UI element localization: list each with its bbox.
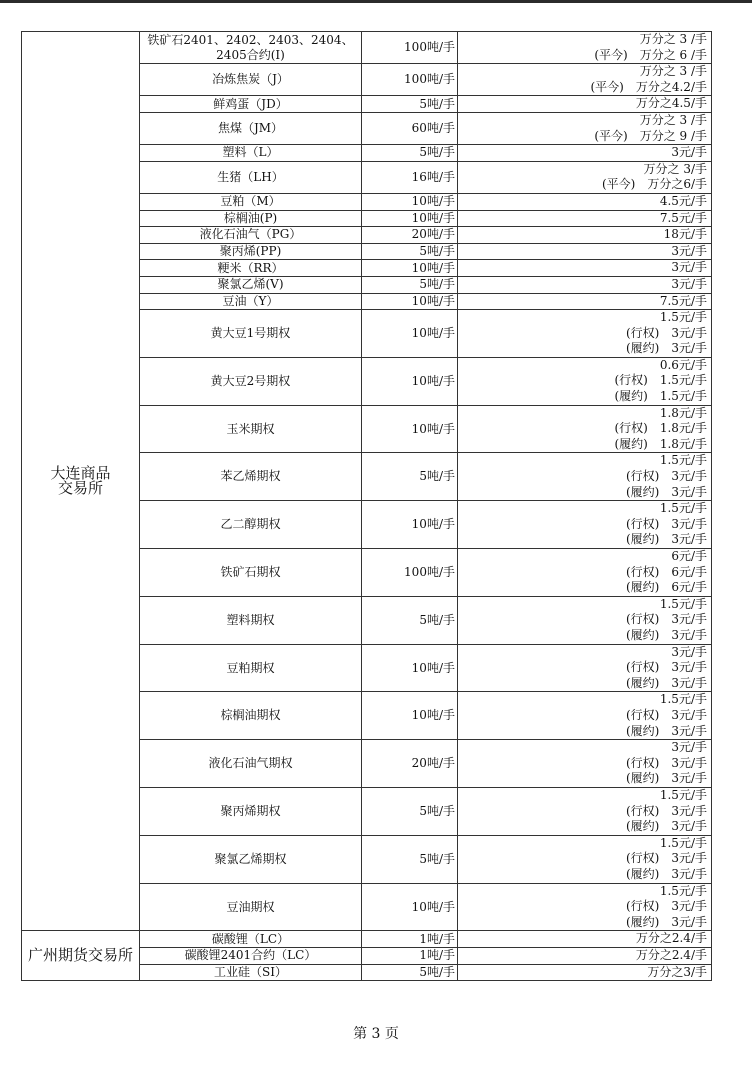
fee-qualifier [460,931,636,947]
fee-qualifier [460,501,660,517]
product-name-cell: 塑料期权 [140,596,362,644]
fee-line [460,612,709,628]
product-name-cell: 聚氯乙烯(V) [140,276,362,293]
fee-qualifier: (行权) [625,469,660,484]
top-border [0,0,752,3]
product-name-cell: 豆粕（M） [140,193,362,210]
trading-unit-cell: 100吨/手 [362,64,458,96]
fee-line [460,310,709,326]
fee-line [460,660,709,676]
fee-value: 1.5元/手 [659,883,707,898]
fee-line [460,177,709,193]
trading-unit-cell: 10吨/手 [362,210,458,227]
fee-line [460,244,709,260]
fee-value: 3元/手 [671,819,707,834]
trading-unit-cell: 5吨/手 [362,243,458,260]
fee-line [460,373,709,389]
fee-cell [458,931,712,948]
fee-cell [458,64,712,96]
fee-value: 3元/手 [671,484,707,499]
fee-value: 6元/手 [671,564,707,579]
fee-line [460,64,709,80]
fee-line [460,341,709,357]
fee-line [460,580,709,596]
product-name-cell: 聚氯乙烯期权 [140,835,362,883]
product-name-cell: 碳酸锂2401合约（LC） [140,948,362,965]
fee-qualifier: (履约) [625,914,660,929]
fee-value: 3元/手 [671,243,707,258]
fee-cell [458,357,712,405]
trading-unit-cell: 20吨/手 [362,227,458,244]
fee-value: 3元/手 [671,740,707,755]
fee-value: 万分之3/手 [647,964,707,979]
fee-line [460,676,709,692]
fee-qualifier [460,406,660,422]
fee-qualifier [460,884,660,900]
fee-qualifier: (履约) [625,341,660,356]
fee-cell [458,112,712,144]
fee-qualifier [460,211,660,227]
fee-cell [458,835,712,883]
product-name-cell: 苯乙烯期权 [140,453,362,501]
fee-cell [458,260,712,277]
fee-cell [458,596,712,644]
fee-line [460,406,709,422]
fee-value: 6元/手 [671,549,707,564]
fee-value: 3元/手 [671,341,707,356]
fee-line [460,358,709,374]
fee-cell [458,310,712,358]
fee-cell [458,692,712,740]
trading-unit-cell: 10吨/手 [362,692,458,740]
fee-qualifier: (履约) [625,532,660,547]
product-name-cell: 黄大豆1号期权 [140,310,362,358]
trading-unit-cell: 10吨/手 [362,193,458,210]
fee-line [460,113,709,129]
fee-line [460,899,709,915]
trading-unit-cell: 10吨/手 [362,883,458,931]
fee-value: 1.5元/手 [659,389,707,404]
fee-line [460,421,709,437]
fee-value: 3元/手 [671,803,707,818]
fee-qualifier: (平今) [601,177,636,192]
trading-unit-cell: 10吨/手 [362,357,458,405]
fee-qualifier [460,965,647,981]
fee-line [460,277,709,293]
trading-unit-cell: 5吨/手 [362,964,458,981]
fee-table-body [22,32,712,981]
fee-qualifier [460,162,644,178]
table-row [22,32,712,64]
fee-line [460,915,709,931]
fee-value: 3元/手 [671,644,707,659]
fee-line [460,740,709,756]
trading-unit-cell: 5吨/手 [362,276,458,293]
fee-value: 3元/手 [671,899,707,914]
fee-value: 3元/手 [671,723,707,738]
fee-line [460,437,709,453]
product-name-cell: 聚丙烯期权 [140,788,362,836]
fee-line [460,788,709,804]
fee-cell [458,161,712,193]
trading-unit-cell: 5吨/手 [362,788,458,836]
fee-line [460,162,709,178]
exchange-cell: 大连商品 交易所 [22,32,140,931]
fee-qualifier [460,836,660,852]
product-name-cell: 聚丙烯(PP) [140,243,362,260]
fee-qualifier: (平今) [590,79,624,94]
fee-line [460,96,709,112]
trading-unit-cell: 20吨/手 [362,740,458,788]
fee-value: 3元/手 [671,755,707,770]
fee-qualifier: (行权) [625,899,660,914]
fee-qualifier [460,788,660,804]
fee-line [460,645,709,661]
fee-value: 3元/手 [671,660,707,675]
fee-qualifier: (行权) [625,660,660,675]
fee-qualifier [460,194,660,210]
fee-value: 1.8元/手 [659,405,707,420]
fee-line [460,211,709,227]
product-name-cell: 液化石油气期权 [140,740,362,788]
fee-value: 万分之 9 /手 [639,128,707,143]
fee-cell [458,549,712,597]
fee-qualifier [460,948,636,964]
fee-value: 18元/手 [663,227,707,242]
fee-qualifier: (行权) [614,421,648,436]
fee-value: 7.5元/手 [659,210,707,225]
fee-qualifier: (行权) [625,851,660,866]
fee-line [460,565,709,581]
fee-qualifier: (履约) [625,819,660,834]
fee-qualifier: (履约) [625,771,660,786]
fee-line [460,48,709,64]
fee-line [460,756,709,772]
fee-value: 万分之 3 /手 [639,64,707,79]
product-name-cell: 鲜鸡蛋（JD） [140,96,362,113]
fee-line [460,194,709,210]
trading-unit-cell: 5吨/手 [362,96,458,113]
fee-value: 1.5元/手 [659,692,707,707]
fee-line [460,129,709,145]
fee-line [460,145,709,161]
fee-line [460,453,709,469]
fee-value: 1.5元/手 [659,310,707,325]
trading-unit-cell: 5吨/手 [362,453,458,501]
fee-value: 1.5元/手 [659,788,707,803]
trading-unit-cell: 10吨/手 [362,405,458,453]
fee-qualifier [460,244,671,260]
trading-unit-cell: 60吨/手 [362,112,458,144]
fee-line [460,389,709,405]
fee-line [460,708,709,724]
fee-line [460,469,709,485]
fee-cell [458,243,712,260]
fee-value: 3元/手 [671,260,707,275]
fee-qualifier: (行权) [625,325,660,340]
fee-qualifier: (履约) [614,436,648,451]
fee-qualifier: (行权) [625,708,660,723]
fee-cell [458,964,712,981]
fee-cell [458,405,712,453]
trading-unit-cell: 5吨/手 [362,596,458,644]
fee-qualifier [460,294,660,310]
trading-unit-cell: 10吨/手 [362,644,458,692]
product-name-cell: 工业硅（SI） [140,964,362,981]
exchange-cell: 广州期货交易所 [22,931,140,981]
fee-line [460,804,709,820]
fee-value: 6元/手 [671,580,707,595]
fee-qualifier: (履约) [625,628,660,643]
fee-line [460,851,709,867]
fee-value: 1.8元/手 [659,421,707,436]
fee-qualifier: (履约) [625,484,660,499]
fee-line [460,549,709,565]
fee-line [460,294,709,310]
fee-qualifier: (行权) [625,803,660,818]
fee-cell [458,948,712,965]
fee-qualifier [460,453,660,469]
fee-cell [458,883,712,931]
fee-line [460,517,709,533]
fee-value: 3元/手 [671,675,707,690]
trading-unit-cell: 10吨/手 [362,501,458,549]
trading-unit-cell: 5吨/手 [362,835,458,883]
fee-qualifier [460,64,640,80]
fee-line [460,819,709,835]
fee-value: 1.5元/手 [659,453,707,468]
fee-value: 7.5元/手 [659,293,707,308]
trading-unit-cell: 10吨/手 [362,293,458,310]
fee-value: 3元/手 [671,469,707,484]
fee-line [460,965,709,981]
product-name-cell: 棕榈油期权 [140,692,362,740]
fee-cell [458,276,712,293]
trading-unit-cell: 10吨/手 [362,260,458,277]
fee-value: 3元/手 [671,867,707,882]
fee-qualifier [460,645,671,661]
fee-cell [458,788,712,836]
fee-value: 万分之 3/手 [643,161,707,176]
fee-line [460,628,709,644]
fee-value: 3元/手 [671,708,707,723]
fee-value: 万分之2.4/手 [635,931,707,946]
fee-cell [458,740,712,788]
fee-value: 3元/手 [671,612,707,627]
fee-value: 3元/手 [671,532,707,547]
product-name-cell: 液化石油气（PG） [140,227,362,244]
fee-qualifier [460,96,636,112]
fee-cell [458,96,712,113]
product-name-cell: 铁矿石2401、2402、2403、2404、2405合约(I) [140,32,362,64]
page-number: 第 3 页 [353,1026,399,1042]
fee-qualifier [460,260,671,276]
fee-qualifier [460,692,660,708]
fee-value: 1.5元/手 [659,501,707,516]
fee-value: 1.5元/手 [659,373,707,388]
fee-value: 3元/手 [671,276,707,291]
fee-qualifier: (平今) [594,47,628,62]
fee-qualifier: (行权) [625,755,660,770]
fee-qualifier [460,597,660,613]
fee-line [460,692,709,708]
fee-qualifier [460,145,671,161]
fee-line [460,227,709,243]
fee-value: 万分之2.4/手 [635,948,707,963]
fee-qualifier: (履约) [625,580,660,595]
fee-value: 3元/手 [671,325,707,340]
fee-qualifier: (平今) [594,128,628,143]
fee-value: 万分之 3 /手 [639,32,707,46]
table-row [22,931,712,948]
fee-qualifier [460,113,640,129]
fee-table [21,31,712,981]
fee-value: 3元/手 [671,516,707,531]
fee-value: 3元/手 [671,771,707,786]
fee-line [460,501,709,517]
fee-cell [458,210,712,227]
fee-qualifier [460,549,671,565]
product-name-cell: 塑料（L） [140,145,362,162]
product-name-cell: 生猪（LH） [140,161,362,193]
fee-qualifier: (履约) [614,389,648,404]
fee-line [460,597,709,613]
fee-qualifier [460,32,640,48]
fee-value: 0.6元/手 [659,357,707,372]
fee-line [460,931,709,947]
product-name-cell: 玉米期权 [140,405,362,453]
fee-value: 1.5元/手 [659,596,707,611]
fee-value: 万分之 3 /手 [639,112,707,127]
product-name-cell: 焦煤（JM） [140,112,362,144]
fee-value: 万分之4.5/手 [635,96,707,111]
trading-unit-cell: 100吨/手 [362,549,458,597]
fee-cell [458,501,712,549]
product-name-cell: 豆油（Y） [140,293,362,310]
product-name-cell: 乙二醇期权 [140,501,362,549]
product-name-cell: 黄大豆2号期权 [140,357,362,405]
fee-qualifier: (行权) [625,612,660,627]
fee-qualifier [460,740,671,756]
trading-unit-cell: 5吨/手 [362,145,458,162]
fee-qualifier [460,277,671,293]
trading-unit-cell: 1吨/手 [362,948,458,965]
product-name-cell: 豆油期权 [140,883,362,931]
fee-cell [458,193,712,210]
fee-qualifier: (履约) [625,675,660,690]
fee-value: 3元/手 [671,628,707,643]
fee-line [460,836,709,852]
trading-unit-cell: 16吨/手 [362,161,458,193]
fee-value: 万分之 6 /手 [639,47,707,62]
fee-value: 3元/手 [671,914,707,929]
fee-qualifier: (行权) [625,516,660,531]
fee-line [460,771,709,787]
trading-unit-cell: 1吨/手 [362,931,458,948]
fee-value: 4.5元/手 [659,193,707,208]
fee-qualifier: (行权) [614,373,648,388]
fee-value: 3元/手 [671,145,707,160]
fee-line [460,80,709,96]
fee-value: 万分之4.2/手 [635,79,707,94]
fee-value: 3元/手 [671,851,707,866]
fee-line [460,884,709,900]
fee-cell [458,644,712,692]
fee-line [460,724,709,740]
fee-qualifier [460,358,660,374]
fee-line [460,32,709,48]
fee-line [460,260,709,276]
fee-line [460,485,709,501]
fee-qualifier: (行权) [625,564,660,579]
fee-qualifier [460,227,664,243]
fee-qualifier [460,310,660,326]
fee-line [460,326,709,342]
fee-cell [458,293,712,310]
trading-unit-cell: 100吨/手 [362,32,458,64]
trading-unit-cell: 10吨/手 [362,310,458,358]
fee-cell [458,145,712,162]
product-name-cell: 碳酸锂（LC） [140,931,362,948]
fee-cell [458,32,712,64]
fee-line [460,948,709,964]
product-name-cell: 铁矿石期权 [140,549,362,597]
fee-cell [458,453,712,501]
fee-value: 1.8元/手 [659,436,707,451]
fee-line [460,867,709,883]
product-name-cell: 豆粕期权 [140,644,362,692]
fee-value: 万分之6/手 [647,177,707,192]
product-name-cell: 冶炼焦炭（J） [140,64,362,96]
fee-qualifier: (履约) [625,723,660,738]
fee-value: 1.5元/手 [659,835,707,850]
product-name-cell: 粳米（RR） [140,260,362,277]
fee-cell [458,227,712,244]
fee-qualifier: (履约) [625,867,660,882]
product-name-cell: 棕榈油(P) [140,210,362,227]
fee-line [460,532,709,548]
